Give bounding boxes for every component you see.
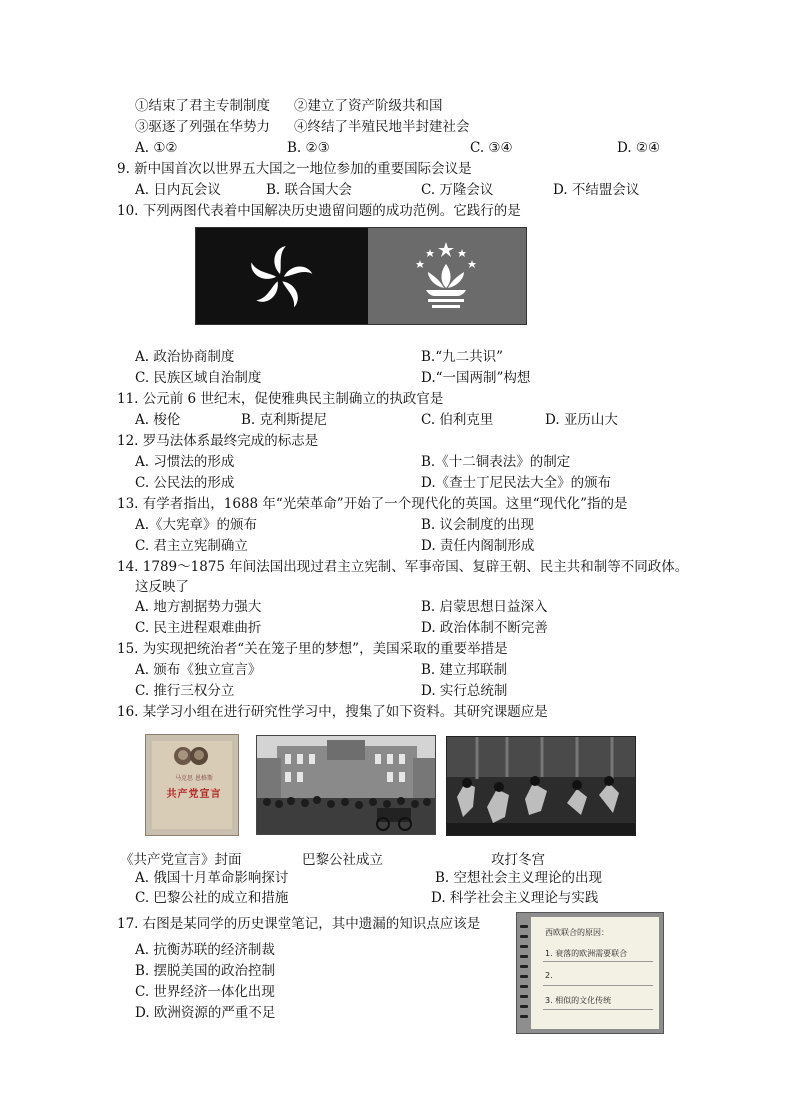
- q8-option-d[interactable]: D. ②④: [617, 140, 661, 156]
- note-item-2: 2.: [545, 971, 553, 980]
- q14-stem: 14. 1789～1875 年间法国出现过君主立宪制、军事帝国、复辟王朝、民主共和制等不同政体。: [117, 559, 689, 575]
- manifesto-author: 马克思 恩格斯: [175, 775, 213, 782]
- note-item-3: 3. 相似的文化传统: [545, 996, 612, 1005]
- q8-option-b[interactable]: B. ②③: [287, 140, 330, 156]
- note-title: 西欧联合的原因：: [545, 928, 609, 937]
- q16-option-c[interactable]: C. 巴黎公社的成立和措施: [135, 890, 289, 906]
- q16-stem: 16. 某学习小组在进行研究性学习中，搜集了如下资料。其研究课题应是: [117, 704, 548, 720]
- q15-stem: 15. 为实现把统治者“关在笼子里的梦想”，美国采取的重要举措是: [117, 641, 508, 657]
- q10-stem: 10. 下列两图代表着中国解决历史遗留问题的成功范例。它践行的是: [117, 203, 521, 219]
- q14-option-d[interactable]: D. 政治体制不断完善: [421, 620, 548, 636]
- caption-winter-palace: 攻打冬宫: [491, 852, 545, 868]
- q9-option-c[interactable]: C. 万隆会议: [421, 182, 494, 198]
- q12-option-c[interactable]: C. 公民法的形成: [135, 475, 235, 491]
- q12-stem: 12. 罗马法体系最终完成的标志是: [117, 433, 319, 449]
- q15-option-b[interactable]: B. 建立邦联制: [421, 662, 508, 678]
- q8-option-a[interactable]: A. ①②: [135, 140, 178, 156]
- q14-stem-continued: 这反映了: [135, 579, 189, 595]
- caption-paris-commune: 巴黎公社成立: [302, 852, 383, 868]
- q15-option-a[interactable]: A. 颁布《独立宣言》: [135, 662, 262, 678]
- q10-option-c[interactable]: C. 民族区域自治制度: [135, 370, 262, 386]
- q17-stem: 17. 右图是某同学的历史课堂笔记，其中遗漏的知识点应该是: [117, 916, 481, 932]
- communist-manifesto-cover-image: [145, 734, 239, 836]
- q14-option-a[interactable]: A. 地方割据势力强大: [135, 599, 262, 615]
- q9-option-b[interactable]: B. 联合国大会: [266, 182, 353, 198]
- storming-winter-palace-image: [446, 736, 636, 836]
- q12-option-d[interactable]: D.《查士丁尼民法大全》的颁布: [421, 475, 612, 491]
- q16-option-b[interactable]: B. 空想社会主义理论的出现: [435, 870, 603, 886]
- q12-option-b[interactable]: B.《十二铜表法》的制定: [421, 454, 571, 470]
- q10-option-d[interactable]: D.“一国两制”构想: [421, 370, 531, 386]
- q11-option-b[interactable]: B. 克利斯提尼: [241, 412, 328, 428]
- q17-option-c[interactable]: C. 世界经济一体化出现: [135, 984, 275, 1000]
- q10-option-a[interactable]: A. 政治协商制度: [135, 349, 235, 365]
- q15-option-d[interactable]: D. 实行总统制: [421, 683, 508, 699]
- q12-option-a[interactable]: A. 习惯法的形成: [135, 454, 235, 470]
- q14-option-c[interactable]: C. 民主进程艰难曲折: [135, 620, 262, 636]
- q11-stem: 11. 公元前 6 世纪末，促使雅典民主制确立的执政官是: [117, 391, 444, 407]
- caption-manifesto: 《共产党宣言》封面: [120, 852, 242, 868]
- q8-statement-1: ①结束了君主专制制度: [135, 98, 270, 114]
- q8-option-c[interactable]: C. ③④: [470, 140, 513, 156]
- q13-option-c[interactable]: C. 君主立宪制确立: [135, 538, 248, 554]
- q17-option-d[interactable]: D. 欧洲资源的严重不足: [135, 1005, 276, 1021]
- q17-option-b[interactable]: B. 摆脱美国的政治控制: [135, 963, 276, 979]
- q9-stem: 9. 新中国首次以世界五大国之一地位参加的重要国际会议是: [117, 161, 472, 177]
- q13-stem: 13. 有学者指出，1688 年“光荣革命”开始了一个现代化的英国。这里“现代化”指的是: [117, 496, 628, 512]
- q11-option-a[interactable]: A. 梭伦: [135, 412, 181, 428]
- q16-option-d[interactable]: D. 科学社会主义理论与实践: [431, 890, 599, 906]
- q10-option-b[interactable]: B.“九二共识”: [421, 349, 504, 365]
- q13-option-d[interactable]: D. 责任内阁制形成: [421, 538, 535, 554]
- q11-option-c[interactable]: C. 伯利克里: [421, 412, 494, 428]
- hong-kong-flag-icon: [196, 228, 368, 324]
- regional-flags-image: [195, 227, 527, 325]
- paris-commune-image: [256, 735, 436, 835]
- q13-option-a[interactable]: A.《大宪章》的颁布: [135, 517, 258, 533]
- q9-option-d[interactable]: D. 不结盟会议: [553, 182, 640, 198]
- q17-option-a[interactable]: A. 抗衡苏联的经济制裁: [135, 942, 275, 958]
- class-notebook-image: [516, 912, 664, 1034]
- q14-option-b[interactable]: B. 启蒙思想日益深入: [421, 599, 548, 615]
- note-item-1: 1. 衰落的欧洲需要联合: [545, 949, 628, 958]
- q16-option-a[interactable]: A. 俄国十月革命影响探讨: [135, 870, 289, 886]
- q11-option-d[interactable]: D. 亚历山大: [545, 412, 618, 428]
- q9-option-a[interactable]: A. 日内瓦会议: [135, 182, 221, 198]
- q8-statement-3: ③驱逐了列强在华势力: [135, 119, 270, 135]
- q8-statement-2: ②建立了资产阶级共和国: [294, 98, 443, 114]
- q13-option-b[interactable]: B. 议会制度的出现: [421, 517, 535, 533]
- macao-flag-icon: [368, 228, 526, 324]
- q8-statement-4: ④终结了半殖民地半封建社会: [294, 119, 470, 135]
- manifesto-cover-title: 共产党宣言: [166, 789, 222, 800]
- q15-option-c[interactable]: C. 推行三权分立: [135, 683, 235, 699]
